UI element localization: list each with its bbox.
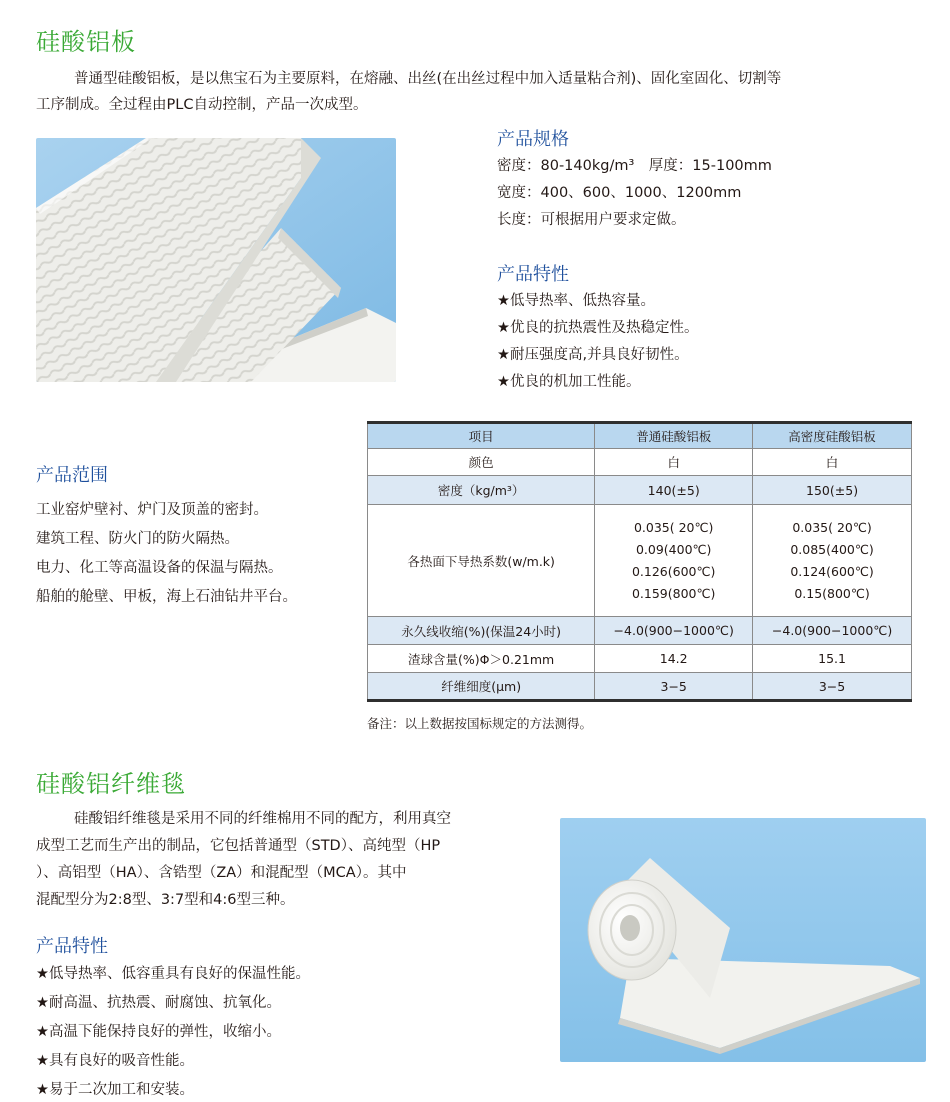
table-cell-label: 密度（kg/m³） xyxy=(368,476,595,505)
scope-item: 电力、化工等高温设备的保温与隔热。 xyxy=(36,560,283,576)
table-row xyxy=(368,449,912,476)
spec-width: 宽度：400、600、1000、1200mm xyxy=(497,185,742,201)
blanket-product-image xyxy=(560,818,926,1062)
feature-item: ★高温下能保持良好的弹性，收缩小。 xyxy=(36,1024,281,1040)
table-cell-label: 颜色 xyxy=(368,449,595,476)
section2-features-title: 产品特性 xyxy=(36,936,108,957)
table-cell: −4.0(900−1000℃) xyxy=(595,617,753,645)
table-cell-label: 渣球含量(%)Φ＞0.21mm xyxy=(368,645,595,673)
feature-item: ★具有良好的吸音性能。 xyxy=(36,1053,194,1069)
table-row xyxy=(368,673,912,701)
table-row xyxy=(368,645,912,673)
table-cell: 15.1 xyxy=(753,645,912,673)
spec-table xyxy=(367,421,912,702)
table-cell-value: 0.035( 20℃) xyxy=(792,519,872,535)
table-cell: 3−5 xyxy=(753,673,912,701)
table-cell: 140(±5) xyxy=(595,476,753,505)
table-header-row xyxy=(368,423,912,449)
features-list xyxy=(497,288,917,396)
section2-features-list xyxy=(36,960,516,1102)
table-note: 备注：以上数据按国标规定的方法测得。 xyxy=(367,716,593,731)
feature-item: ★优良的抗热震性及热稳定性。 xyxy=(497,320,699,336)
table-cell-multi xyxy=(753,505,912,617)
table-cell-value: 0.09(400℃) xyxy=(635,541,712,557)
board-product-image xyxy=(36,138,396,382)
section2-intro-line: 硅酸铝纤维毯是采用不同的纤维棉用不同的配方，利用真空 xyxy=(74,811,451,827)
scope-list xyxy=(36,496,366,612)
section2-intro-line: 混配型分为2:8型、3:7型和4:6型三种。 xyxy=(36,892,295,908)
table-cell: 3−5 xyxy=(595,673,753,701)
table-cell-value: 0.15(800℃) xyxy=(794,585,870,601)
table-row xyxy=(368,617,912,645)
section1-intro-line1: 普通型硅酸铝板，是以焦宝石为主要原料，在熔融、出丝(在出丝过程中加入适量粘合剂)、固化室固化、切割等 xyxy=(74,71,782,87)
table-cell: 白 xyxy=(595,449,753,476)
table-cell-value: 0.124(600℃) xyxy=(790,563,874,579)
spec-length: 长度：可根据用户要求定做。 xyxy=(497,212,686,228)
specs-list xyxy=(497,153,917,234)
table-cell: 14.2 xyxy=(595,645,753,673)
spec-table-wrapper xyxy=(367,421,912,702)
feature-item: ★耐压强度高,并具良好韧性。 xyxy=(497,347,689,363)
feature-item: ★低导热率、低容重具有良好的保温性能。 xyxy=(36,966,310,982)
table-cell-multi xyxy=(595,505,753,617)
scope-item: 建筑工程、防火门的防火隔热。 xyxy=(36,531,239,547)
table-cell-label: 永久线收缩(%)(保温24小时) xyxy=(368,617,595,645)
table-cell-value: 0.126(600℃) xyxy=(631,563,716,579)
table-cell-value: 0.085(400℃) xyxy=(790,541,874,557)
table-cell: 150(±5) xyxy=(753,476,912,505)
feature-item: ★优良的机加工性能。 xyxy=(497,374,641,390)
scope-item: 船舶的舱壁、甲板，海上石油钻井平台。 xyxy=(36,589,297,605)
table-header-cell: 项目 xyxy=(368,423,595,449)
section2-title: 硅酸铝纤维毯 xyxy=(36,770,186,798)
scope-title: 产品范围 xyxy=(36,465,108,486)
feature-item: ★耐高温、抗热震、耐腐蚀、抗氧化。 xyxy=(36,995,281,1011)
table-cell-value: 0.159(800℃) xyxy=(631,585,716,601)
table-cell-label: 各热面下导热系数(w/m.k) xyxy=(368,505,595,617)
table-header-cell: 普通硅酸铝板 xyxy=(595,423,753,449)
specs-title: 产品规格 xyxy=(497,129,569,150)
table-row xyxy=(368,476,912,505)
scope-item: 工业窑炉壁衬、炉门及顶盖的密封。 xyxy=(36,502,268,518)
table-header-cell: 高密度硅酸铝板 xyxy=(753,423,912,449)
section2-intro xyxy=(36,806,526,914)
section2-intro-line: ）、高铝型（HA）、含锆型（ZA）和混配型（MCA）。其中 xyxy=(36,865,407,881)
spec-density-thickness: 密度：80-140kg/m³ 厚度：15-100mm xyxy=(497,158,772,174)
table-cell: −4.0(900−1000℃) xyxy=(753,617,912,645)
table-cell-label: 纤维细度(μm) xyxy=(368,673,595,701)
section1-intro-line2: 工序制成。全过程由PLC自动控制，产品一次成型。 xyxy=(36,97,368,113)
section2-intro-line: 成型工艺而生产出的制品，它包括普通型（STD）、高纯型（HP xyxy=(36,838,441,854)
table-cell-value: 0.035( 20℃) xyxy=(633,519,714,535)
section1-title: 硅酸铝板 xyxy=(36,28,136,56)
feature-item: ★易于二次加工和安装。 xyxy=(36,1082,194,1098)
section1-intro xyxy=(36,66,926,118)
feature-item: ★低导热率、低热容量。 xyxy=(497,293,655,309)
table-row xyxy=(368,505,912,617)
table-cell: 白 xyxy=(753,449,912,476)
features-title: 产品特性 xyxy=(497,264,569,285)
